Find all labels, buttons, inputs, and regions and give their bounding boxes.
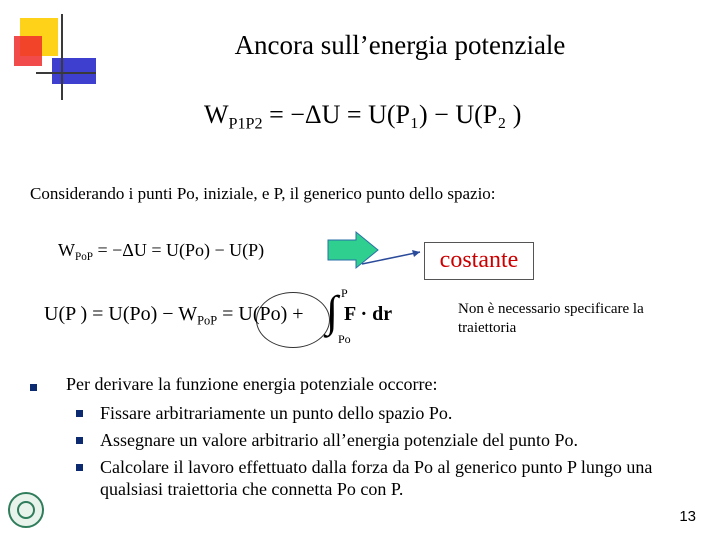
trajectory-note: Non è necessario specificare la traiettoria xyxy=(458,301,644,336)
main-bullet-text: Per derivare la funzione energia potenziale occorre: xyxy=(66,374,438,394)
considering-text: Considerando i punti Po, iniziale, e P, il generico punto dello spazio: xyxy=(30,184,496,203)
university-seal-inner xyxy=(17,501,35,519)
integral-sign: ∫ xyxy=(326,287,339,336)
logo-vertical-line xyxy=(61,14,63,100)
logo-blue-block xyxy=(52,58,96,84)
bullet-icon xyxy=(76,410,83,417)
integrand: F · dr xyxy=(344,303,393,325)
bullet-icon xyxy=(30,384,37,391)
costante-box: costante xyxy=(424,242,534,280)
integral-lower-limit: Po xyxy=(338,332,351,346)
bullet-icon xyxy=(76,437,83,444)
sub-bullet-1: Fissare arbitrariamente un punto dello spazio Po. xyxy=(100,403,453,423)
logo-red-block xyxy=(14,36,42,66)
page-number: 13 xyxy=(679,508,696,525)
slide-title: Ancora sull’energia potenziale xyxy=(234,30,566,60)
arrow-right-icon xyxy=(322,228,432,278)
potential-equation: U(P ) = $U(Po) - W_{PoP} = U(Po)$ + xyxy=(44,303,304,328)
work-equation-pop: $W_{PoP} = -\Delta U = U(Po) - U(P)$ xyxy=(58,240,265,263)
integral-upper-limit: P xyxy=(341,286,348,300)
sub-bullet-3: Calcolare il lavoro effettuato dalla forza da Po al generico punto P lungo una qualsiasi traiettoria che connetta Po con P. xyxy=(100,457,653,499)
sub-bullet-2: Assegnare un valore arbitrario all’energia potenziale del punto Po. xyxy=(100,430,578,450)
logo-horizontal-line xyxy=(36,72,96,74)
work-equation-p1p2: $W_{P1P2} = -\Delta U = U(P_1) - U(P_2$ ) xyxy=(204,100,522,133)
bullet-icon xyxy=(76,464,83,471)
